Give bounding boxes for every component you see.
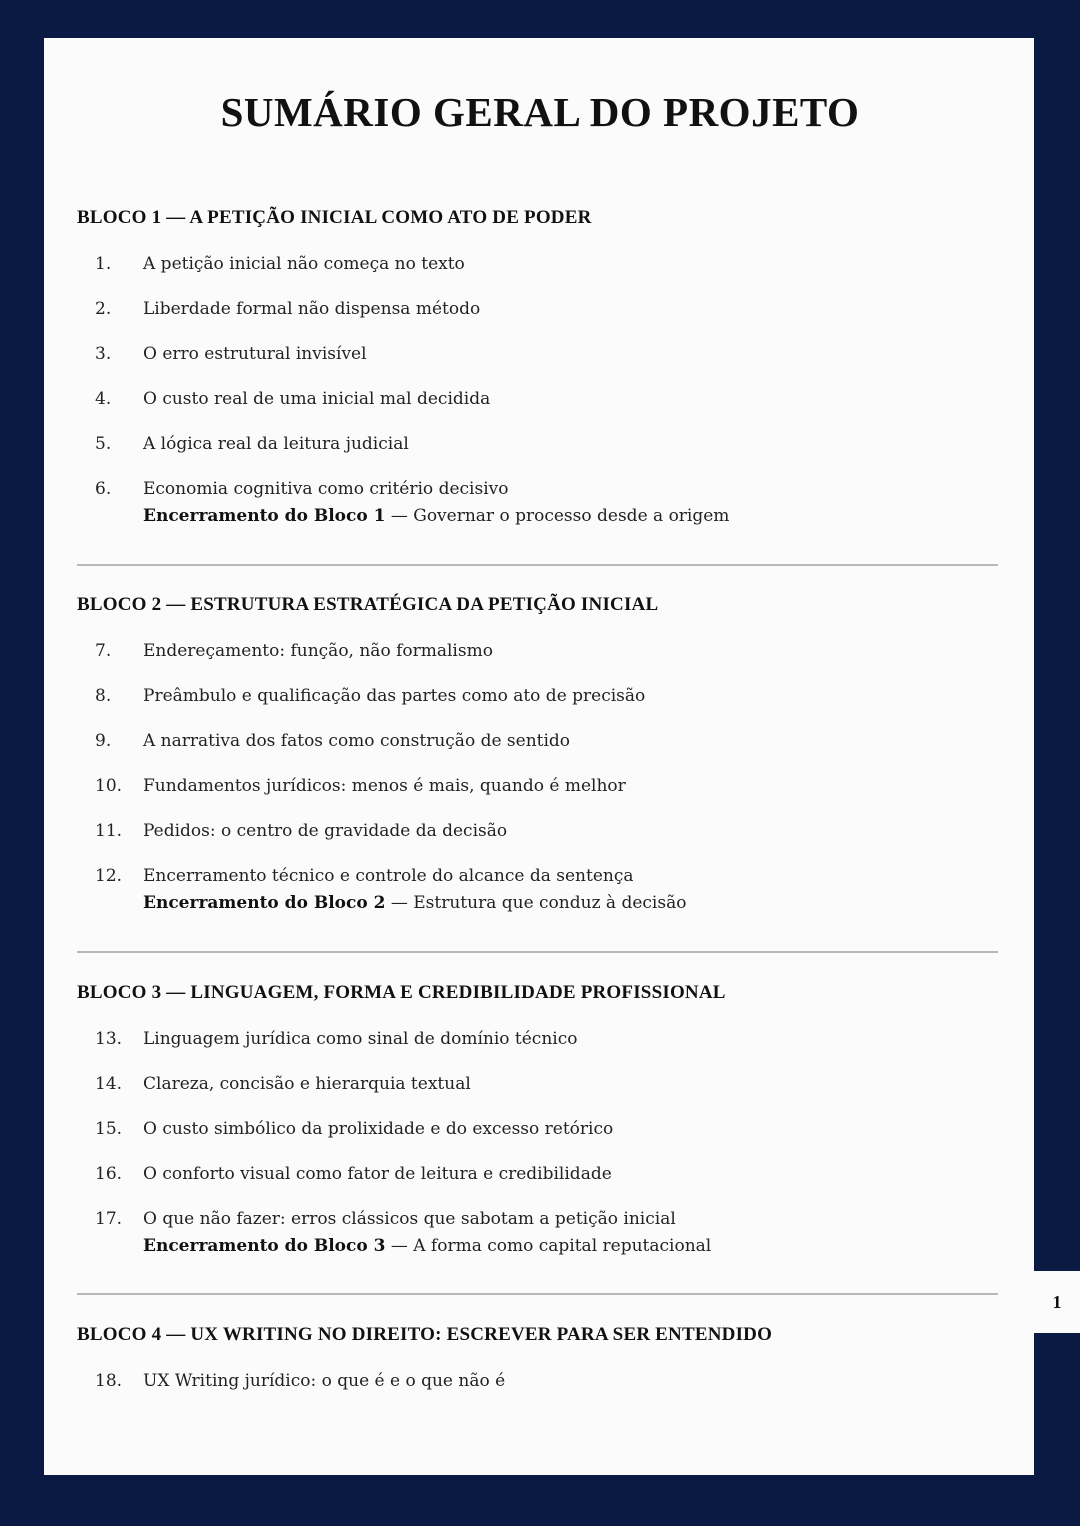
list-item <box>77 251 997 296</box>
item-number: 2. <box>95 299 112 319</box>
item-number: 9. <box>95 731 112 751</box>
closing-text: — Estrutura que conduz à decisão <box>385 893 687 913</box>
item-number: 16. <box>95 1164 123 1184</box>
item-number: 11. <box>95 821 123 841</box>
item-number: 15. <box>95 1119 123 1139</box>
item-text: Pedidos: o centro de gravidade da decisão <box>143 821 508 841</box>
item-number: 17. <box>95 1209 123 1229</box>
item-text: Liberdade formal não dispensa método <box>143 299 481 319</box>
item-text: A petição inicial não começa no texto <box>143 254 465 274</box>
item-text: Endereçamento: função, não formalismo <box>143 641 493 661</box>
item-number: 4. <box>95 389 112 409</box>
closing-label: Encerramento do Bloco 2 <box>143 893 386 913</box>
item-number: 13. <box>95 1029 123 1049</box>
item-text: O custo real de uma inicial mal decidida <box>143 389 491 409</box>
item-text: Preâmbulo e qualificação das partes como ato de precisão <box>143 686 646 706</box>
block-2 <box>77 592 997 916</box>
block-heading: BLOCO 3 — LINGUAGEM, FORMA E CREDIBILIDADE PROFISSIONAL <box>77 982 726 1003</box>
item-text: O que não fazer: erros clássicos que sabotam a petição inicial <box>143 1209 676 1229</box>
list-item <box>77 683 997 728</box>
item-text: Encerramento técnico e controle do alcance da sentença <box>143 866 634 886</box>
item-number: 3. <box>95 344 112 364</box>
item-number: 8. <box>95 686 112 706</box>
section-divider <box>77 951 998 953</box>
list-item <box>77 818 997 863</box>
block-4 <box>77 1322 997 1413</box>
block-heading: BLOCO 1 — A PETIÇÃO INICIAL COMO ATO DE PODER <box>77 207 592 228</box>
closing-text: — Governar o processo desde a origem <box>385 506 730 526</box>
list-item <box>77 431 997 476</box>
item-text: UX Writing jurídico: o que é e o que não é <box>143 1371 506 1391</box>
closing-label: Encerramento do Bloco 1 <box>143 506 386 526</box>
item-number: 14. <box>95 1074 123 1094</box>
item-text: Linguagem jurídica como sinal de domínio técnico <box>143 1029 578 1049</box>
page-number: 1 <box>1034 1271 1080 1333</box>
item-number: 5. <box>95 434 112 454</box>
item-text: A lógica real da leitura judicial <box>143 434 409 454</box>
list-item <box>77 1116 997 1161</box>
list-item <box>77 386 997 431</box>
item-text: Clareza, concisão e hierarquia textual <box>143 1074 471 1094</box>
section-divider <box>77 564 998 566</box>
item-number: 7. <box>95 641 112 661</box>
item-number: 18. <box>95 1371 123 1391</box>
block-1 <box>77 205 997 529</box>
list-item <box>77 638 997 683</box>
list-item <box>77 773 997 818</box>
list-item <box>77 728 997 773</box>
list-item <box>77 341 997 386</box>
item-text: O custo simbólico da prolixidade e do excesso retórico <box>143 1119 614 1139</box>
item-text: O conforto visual como fator de leitura e credibilidade <box>143 1164 612 1184</box>
item-number: 10. <box>95 776 123 796</box>
block-heading: BLOCO 2 — ESTRUTURA ESTRATÉGICA DA PETIÇÃO INICIAL <box>77 594 659 615</box>
list-item <box>77 1368 997 1413</box>
closing-label: Encerramento do Bloco 3 <box>143 1236 386 1256</box>
item-text: Economia cognitiva como critério decisivo <box>143 479 509 499</box>
block-3 <box>77 980 997 1259</box>
section-divider <box>77 1293 998 1295</box>
closing-text: — A forma como capital reputacional <box>385 1236 712 1256</box>
list-item <box>77 296 997 341</box>
item-text: A narrativa dos fatos como construção de sentido <box>143 731 571 751</box>
block-heading: BLOCO 4 — UX WRITING NO DIREITO: ESCREVER PARA SER ENTENDIDO <box>77 1324 773 1345</box>
list-item <box>77 1071 997 1116</box>
list-item <box>77 1161 997 1206</box>
item-number: 6. <box>95 479 112 499</box>
item-number: 12. <box>95 866 123 886</box>
item-number: 1. <box>95 254 112 274</box>
item-text: Fundamentos jurídicos: menos é mais, quando é melhor <box>143 776 626 796</box>
list-item <box>77 1026 997 1071</box>
page-title: SUMÁRIO GERAL DO PROJETO <box>220 89 860 135</box>
item-text: O erro estrutural invisível <box>143 344 367 364</box>
